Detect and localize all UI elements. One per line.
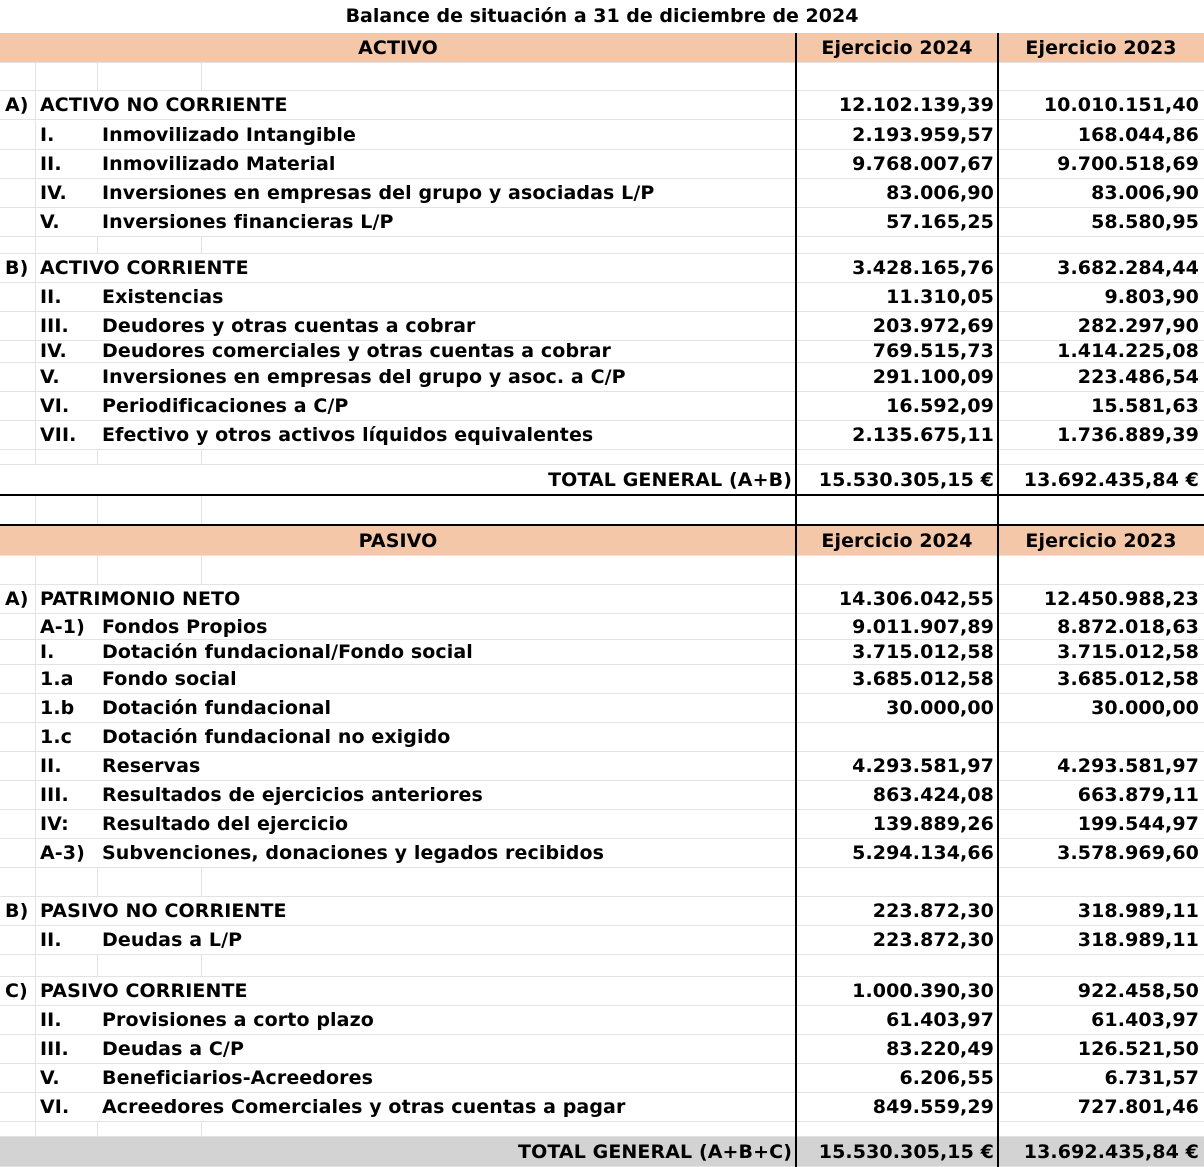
value-2023: 15.581,63: [1091, 395, 1199, 417]
value-2024: 5.294.134,66: [852, 842, 994, 864]
activo-blank-row: [0, 450, 1204, 465]
blank-cell: [98, 496, 202, 525]
item-code: III.: [40, 1038, 69, 1060]
value-2024: 291.100,09: [872, 366, 994, 388]
value-2023: 30.000,00: [1091, 697, 1199, 719]
blank-cell: [36, 496, 98, 525]
value-2023: 9.803,90: [1104, 286, 1199, 308]
value-2023: 168.044,86: [1077, 124, 1199, 146]
pasivo-section-row: [0, 977, 1204, 1006]
item-code: II.: [40, 755, 62, 777]
row-code: [0, 614, 36, 639]
value-2024: 2.135.675,11: [852, 424, 994, 446]
activo-header-row: [0, 33, 1204, 63]
item-label: Subvenciones, donaciones y legados recibidos: [102, 842, 605, 864]
value-2023: 223.486,54: [1077, 366, 1199, 388]
activo-item-row: [0, 208, 1204, 237]
value-2024: 3.428.165,76: [852, 257, 994, 279]
row-code: [0, 312, 36, 340]
item-code: II.: [40, 153, 62, 175]
row-code: [0, 781, 36, 809]
activo-blank-row: [0, 63, 1204, 91]
row-code: [0, 340, 36, 362]
blank-cell: [0, 450, 36, 464]
activo-item-row: [0, 283, 1204, 312]
section-label: PASIVO NO CORRIENTE: [40, 900, 287, 922]
item-label: Dotación fundacional/Fondo social: [102, 641, 473, 663]
blank-cell: [0, 955, 36, 976]
value-2023: 663.879,11: [1077, 784, 1199, 806]
total-label: TOTAL GENERAL (A+B+C): [518, 1140, 792, 1163]
column-divider-left: [795, 33, 797, 1167]
row-code: [0, 926, 36, 954]
row-code: [0, 179, 36, 207]
blank-cell: [36, 450, 98, 464]
activo-header-2024: Ejercicio 2024: [821, 36, 973, 59]
value-2024: 223.872,30: [872, 929, 994, 951]
value-2024: 30.000,00: [886, 697, 994, 719]
value-2023: 126.521,50: [1077, 1038, 1199, 1060]
activo-item-row: [0, 312, 1204, 341]
row-code: B): [0, 254, 36, 282]
item-code: 1.a: [40, 668, 74, 690]
row-code: [0, 121, 36, 149]
value-2024: 203.972,69: [872, 315, 994, 337]
row-code: [0, 363, 36, 391]
row-code: [0, 283, 36, 311]
pasivo-header-2024: Ejercicio 2024: [821, 529, 973, 552]
item-label: Fondo social: [102, 668, 237, 690]
blank-cell: [98, 63, 202, 90]
value-2024: 16.592,09: [886, 395, 994, 417]
item-label: Reservas: [102, 755, 201, 777]
value-2024: 83.006,90: [886, 182, 994, 204]
value-2023: 727.801,46: [1077, 1096, 1199, 1118]
value-2024: 9.011.907,89: [852, 615, 994, 638]
item-code: VI.: [40, 395, 70, 417]
value-2024: 61.403,97: [886, 1009, 994, 1031]
item-code: III.: [40, 315, 69, 337]
item-code: V.: [40, 1067, 60, 1089]
pasivo-blank-row: [0, 868, 1204, 897]
pasivo-header-row: [0, 526, 1204, 556]
value-2023: 3.682.284,44: [1057, 257, 1199, 279]
value-2024: 3.685.012,58: [852, 668, 994, 690]
activo-section-row: [0, 91, 1204, 120]
row-code: [0, 810, 36, 838]
pasivo-item-row: [0, 665, 1204, 694]
row-code: [0, 839, 36, 867]
item-label: Efectivo y otros activos líquidos equivalentes: [102, 424, 594, 446]
value-2024: 9.768.007,67: [852, 153, 994, 175]
blank-cell: [98, 450, 202, 464]
item-label: Fondos Propios: [102, 615, 268, 638]
item-code: VII.: [40, 424, 77, 446]
blank-cell: [98, 1122, 202, 1136]
row-code: [0, 694, 36, 722]
row-code: [0, 752, 36, 780]
item-code: A-3): [40, 842, 85, 864]
section-label: PASIVO CORRIENTE: [40, 980, 248, 1002]
value-2023: 282.297,90: [1077, 315, 1199, 337]
row-code: [0, 723, 36, 751]
row-code: [0, 1064, 36, 1092]
value-2024: 769.515,73: [872, 340, 994, 362]
blank-cell: [36, 63, 98, 90]
pasivo-item-row: [0, 614, 1204, 640]
row-code: A): [0, 585, 36, 613]
item-label: Beneficiarios-Acreedores: [102, 1067, 374, 1089]
item-code: IV:: [40, 813, 69, 835]
value-2023: 3.685.012,58: [1057, 668, 1199, 690]
blank-cell: [0, 1122, 36, 1136]
blank-cell: [0, 496, 36, 525]
row-code: [0, 208, 36, 236]
section-label: ACTIVO NO CORRIENTE: [40, 94, 288, 116]
item-label: Dotación fundacional no exigido: [102, 726, 451, 748]
row-code: [0, 640, 36, 664]
pasivo-item-row: [0, 1006, 1204, 1035]
pasivo-item-row: [0, 810, 1204, 839]
blank-cell: [98, 237, 202, 253]
activo-bottom-rule: [0, 494, 1204, 496]
blank-cell: [98, 955, 202, 976]
item-code: 1.b: [40, 697, 75, 719]
value-2024: 57.165,25: [886, 211, 994, 233]
row-code: [0, 1093, 36, 1121]
value-2023: 61.403,97: [1091, 1009, 1199, 1031]
item-label: Deudores comerciales y otras cuentas a cobrar: [102, 340, 612, 362]
item-label: Deudas a C/P: [102, 1038, 244, 1060]
value-2023: 8.872.018,63: [1057, 615, 1199, 638]
activo-header-label: ACTIVO: [358, 36, 438, 59]
activo-section-row: [0, 254, 1204, 283]
item-code: II.: [40, 286, 62, 308]
item-label: Inmovilizado Material: [102, 153, 336, 175]
value-2024: 2.193.959,57: [852, 124, 994, 146]
item-code: V.: [40, 211, 60, 233]
item-code: A-1): [40, 615, 85, 638]
item-code: II.: [40, 929, 62, 951]
value-2023: 6.731,57: [1104, 1067, 1199, 1089]
activo-blank-row: [0, 237, 1204, 254]
item-label: Deudas a L/P: [102, 929, 243, 951]
row-code: [0, 1035, 36, 1063]
pasivo-item-row: [0, 1035, 1204, 1064]
blank-cell: [0, 868, 36, 896]
value-2024: 11.310,05: [886, 286, 994, 308]
pasivo-item-row: [0, 752, 1204, 781]
total-value-2024: 15.530.305,15 €: [818, 1140, 994, 1163]
row-code: [0, 1006, 36, 1034]
spacer-row: [0, 496, 1204, 526]
pasivo-header-2023: Ejercicio 2023: [1025, 529, 1177, 552]
value-2024: 12.102.139,39: [838, 94, 994, 116]
activo-item-row: [0, 150, 1204, 179]
row-code: C): [0, 977, 36, 1005]
item-code: IV.: [40, 182, 67, 204]
value-2024: 6.206,55: [899, 1067, 994, 1089]
item-code: VI.: [40, 1096, 70, 1118]
item-label: Resultados de ejercicios anteriores: [102, 784, 483, 806]
total-label: TOTAL GENERAL (A+B): [548, 468, 792, 491]
value-2023: 3.578.969,60: [1057, 842, 1199, 864]
column-divider-right: [997, 33, 999, 1167]
pasivo-item-row: [0, 1093, 1204, 1122]
blank-cell: [36, 1122, 98, 1136]
pasivo-blank-row: [0, 1122, 1204, 1137]
value-2024: [796, 723, 998, 751]
value-2024: 863.424,08: [872, 784, 994, 806]
section-label: ACTIVO CORRIENTE: [40, 257, 249, 279]
pasivo-item-row: [0, 839, 1204, 868]
item-code: 1.c: [40, 726, 73, 748]
item-label: Provisiones a corto plazo: [102, 1009, 374, 1031]
total-value-2023: 13.692.435,84 €: [1023, 1140, 1199, 1163]
blank-cell: [98, 556, 202, 584]
blank-cell: [36, 868, 98, 896]
blank-cell: [0, 556, 36, 584]
item-label: Inversiones financieras L/P: [102, 211, 394, 233]
pasivo-header-label: PASIVO: [358, 529, 438, 552]
activo-item-row: [0, 392, 1204, 421]
item-code: I.: [40, 124, 55, 146]
value-2024: 849.559,29: [872, 1096, 994, 1118]
value-2023: 10.010.151,40: [1043, 94, 1199, 116]
item-label: Inversiones en empresas del grupo y asociadas L/P: [102, 182, 655, 204]
total-value-2024: 15.530.305,15 €: [818, 468, 994, 491]
blank-cell: [0, 237, 36, 253]
total-value-2023: 13.692.435,84 €: [1023, 468, 1199, 491]
value-2023: 922.458,50: [1077, 980, 1199, 1002]
item-label: Existencias: [102, 286, 224, 308]
pasivo-item-row: [0, 694, 1204, 723]
value-2023: 3.715.012,58: [1057, 641, 1199, 663]
pasivo-blank-row: [0, 556, 1204, 585]
item-label: Acreedores Comerciales y otras cuentas a pagar: [102, 1096, 626, 1118]
value-2024: 139.889,26: [872, 813, 994, 835]
section-label: PATRIMONIO NETO: [40, 588, 241, 610]
activo-total-row: [0, 465, 1204, 495]
item-code: III.: [40, 784, 69, 806]
pasivo-item-row: [0, 926, 1204, 955]
item-label: Deudores y otras cuentas a cobrar: [102, 315, 476, 337]
row-code: [0, 665, 36, 693]
activo-item-row: [0, 340, 1204, 363]
value-2023: 318.989,11: [1077, 929, 1199, 951]
value-2023: 1.736.889,39: [1057, 424, 1199, 446]
blank-cell: [36, 556, 98, 584]
item-label: Inversiones en empresas del grupo y asoc. a C/P: [102, 366, 626, 388]
pasivo-blank-row: [0, 955, 1204, 977]
value-2023: 318.989,11: [1077, 900, 1199, 922]
item-label: Resultado del ejercicio: [102, 813, 349, 835]
item-label: Dotación fundacional: [102, 697, 332, 719]
value-2023: 4.293.581,97: [1057, 755, 1199, 777]
activo-item-row: [0, 421, 1204, 450]
pasivo-item-row: [0, 781, 1204, 810]
blank-cell: [0, 63, 36, 90]
pasivo-section-row: [0, 585, 1204, 614]
item-code: I.: [40, 641, 55, 663]
pasivo-item-row: [0, 723, 1204, 752]
pasivo-item-row: [0, 1064, 1204, 1093]
row-code: A): [0, 91, 36, 119]
activo-header-2023: Ejercicio 2023: [1025, 36, 1177, 59]
activo-item-row: [0, 363, 1204, 392]
value-2024: 223.872,30: [872, 900, 994, 922]
activo-item-row: [0, 121, 1204, 150]
value-2023: 58.580,95: [1091, 211, 1199, 233]
value-2023: 12.450.988,23: [1043, 588, 1199, 610]
value-2023: [998, 723, 1204, 751]
row-code: [0, 150, 36, 178]
value-2023: 83.006,90: [1091, 182, 1199, 204]
item-code: II.: [40, 1009, 62, 1031]
blank-cell: [36, 237, 98, 253]
value-2023: 9.700.518,69: [1057, 153, 1199, 175]
value-2023: 1.414.225,08: [1057, 340, 1199, 362]
pasivo-section-row: [0, 897, 1204, 926]
row-code: [0, 392, 36, 420]
value-2024: 3.715.012,58: [852, 641, 994, 663]
value-2024: 14.306.042,55: [838, 588, 994, 610]
item-label: Periodificaciones a C/P: [102, 395, 349, 417]
pasivo-top-rule: [0, 524, 1204, 526]
item-label: Inmovilizado Intangible: [102, 124, 356, 146]
value-2024: 83.220,49: [886, 1038, 994, 1060]
value-2024: 1.000.390,30: [852, 980, 994, 1002]
blank-cell: [98, 868, 202, 896]
pasivo-total-row: [0, 1137, 1204, 1167]
value-2024: 4.293.581,97: [852, 755, 994, 777]
activo-item-row: [0, 179, 1204, 208]
sheet-title: Balance de situación a 31 de diciembre de 2024: [345, 5, 859, 27]
item-code: V.: [40, 366, 60, 388]
blank-cell: [36, 955, 98, 976]
value-2023: 199.544,97: [1077, 813, 1199, 835]
row-code: B): [0, 897, 36, 925]
row-code: [0, 421, 36, 449]
item-code: IV.: [40, 340, 67, 362]
pasivo-item-row: [0, 640, 1204, 665]
